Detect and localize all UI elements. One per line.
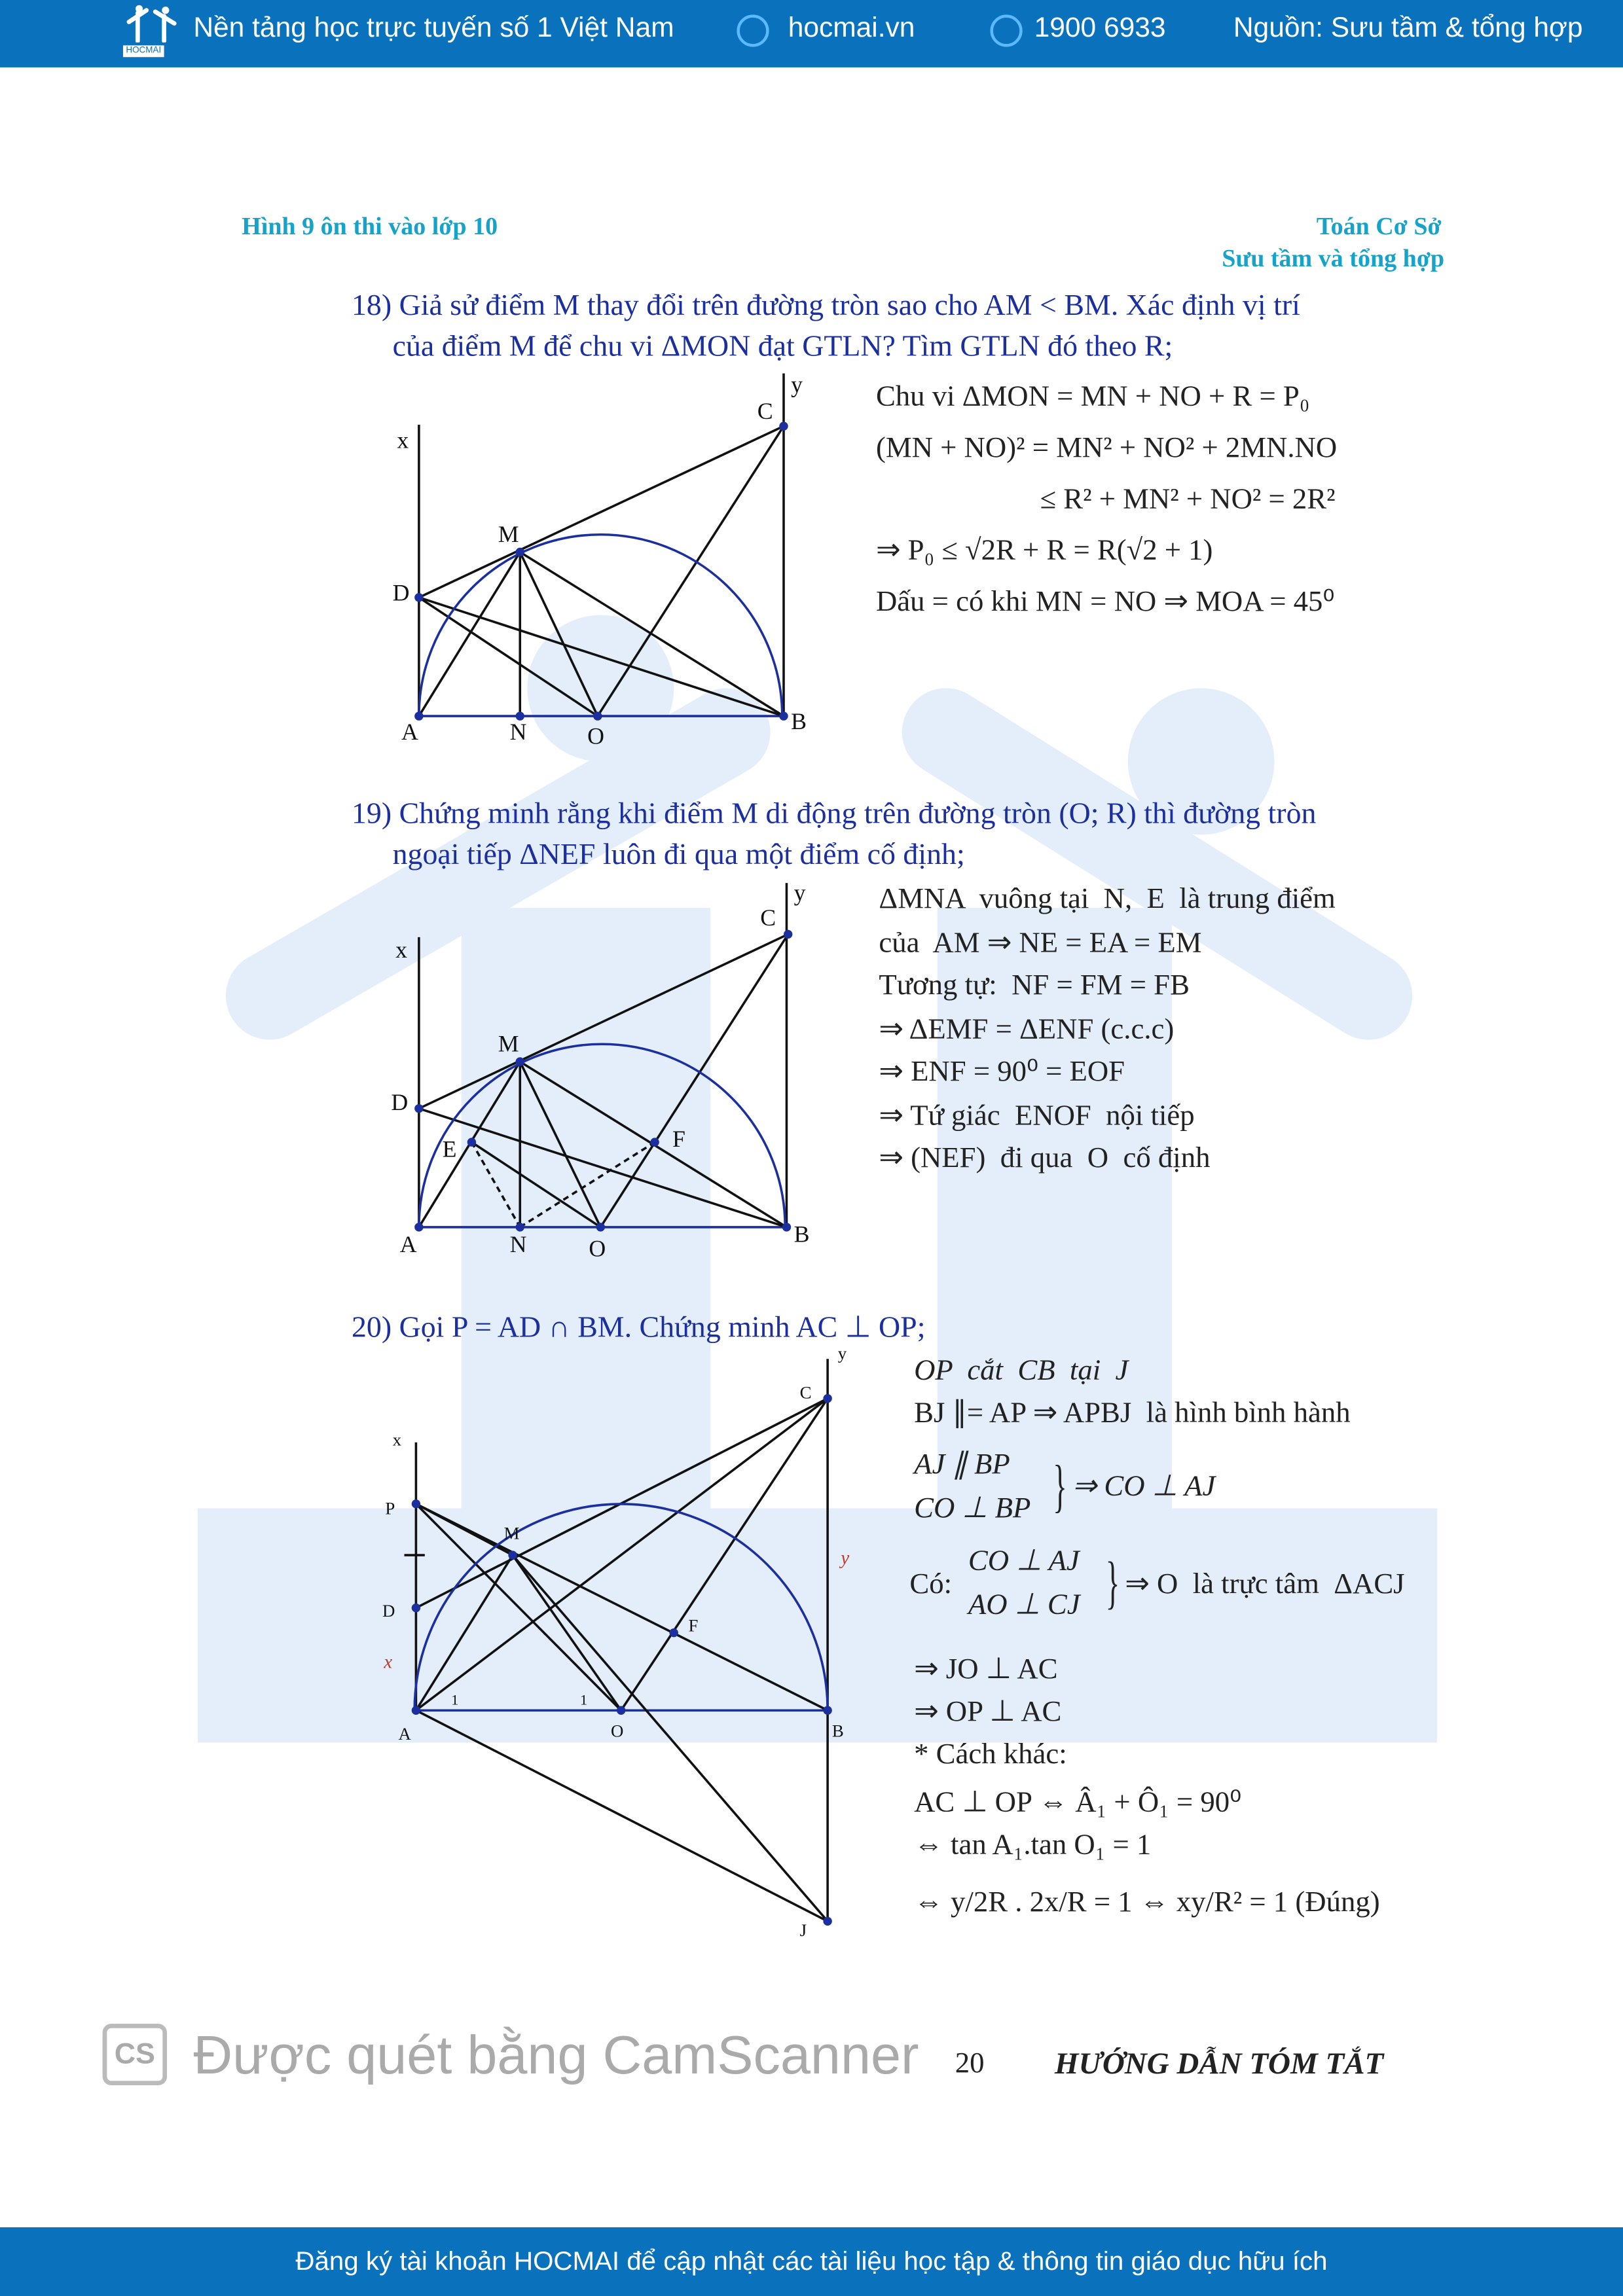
- label-m: M: [503, 1523, 520, 1543]
- website-link[interactable]: hocmai.vn: [788, 13, 915, 45]
- sol-line: ⇒ OP ⊥ AC: [914, 1695, 1062, 1729]
- sol-line: ≤ R² + MN² + NO² = 2R²: [1040, 483, 1336, 516]
- sol-line: ⇒ ENF = 90⁰ = EOF: [879, 1056, 1125, 1088]
- system-2: [909, 1541, 1405, 1638]
- label-e: E: [442, 1136, 457, 1162]
- label-x: x: [392, 1429, 402, 1450]
- sol-line: Tương tự: NF = FM = FB: [879, 969, 1190, 1002]
- q18-line1: 18) Giả sử điểm M thay đổi trên đường tròn sao cho AM < BM. Xác định vị trí: [351, 289, 1300, 323]
- sol-line: ⇒ O là trực tâm ΔACJ: [1125, 1568, 1405, 1601]
- camscanner-logo: CS: [103, 2024, 167, 2085]
- tagline: Nền tảng học trực tuyến số 1 Việt Nam: [193, 13, 674, 45]
- label-b: B: [831, 1721, 844, 1741]
- phone-number[interactable]: 1900 6933: [1034, 13, 1166, 45]
- label-a: A: [401, 718, 418, 745]
- label-x: x: [395, 937, 407, 963]
- label-c: C: [760, 905, 776, 931]
- label-m: M: [498, 520, 519, 547]
- q18-line2: của điểm M để chu vi ΔMON đạt GTLN? Tìm GTLN đó theo R;: [392, 331, 1173, 363]
- sol-line: OP cắt CB tại J: [914, 1354, 1129, 1387]
- label-o: O: [589, 1235, 606, 1262]
- hocmai-logo-text: HOCMAI: [123, 45, 164, 57]
- label-b: B: [791, 708, 807, 735]
- label-n: N: [509, 1230, 527, 1257]
- sol-line: ⇒ Tứ giác ENOF nội tiếp: [879, 1099, 1195, 1132]
- sol-line: AO ⊥ CJ: [968, 1588, 1080, 1621]
- sol-line: ⇒ ΔEMF = ΔENF (c.c.c): [879, 1013, 1175, 1045]
- page-number: 20: [955, 2047, 985, 2080]
- label-b: B: [793, 1221, 810, 1247]
- sol-line: CO ⊥ AJ: [968, 1545, 1080, 1577]
- angle-a1: 1: [451, 1691, 459, 1708]
- label-a: A: [398, 1723, 411, 1744]
- sol-line: của AM ⇒ NE = EA = EM: [879, 926, 1202, 959]
- label-d: D: [382, 1601, 395, 1621]
- sol-line: Có:: [909, 1568, 953, 1601]
- sol-line: ⇔ tan A₁.tan O₁ = 1: [914, 1829, 1152, 1861]
- label-y: y: [793, 879, 806, 906]
- label-f: F: [672, 1125, 685, 1152]
- label-a: A: [399, 1230, 417, 1257]
- doc-source: Sưu tầm và tổng hợp: [1222, 244, 1445, 273]
- label-x: x: [397, 427, 409, 454]
- sol-line: ⇔ y/2R . 2x/R = 1 ⇔ xy/R² = 1 (Đúng): [914, 1886, 1380, 1918]
- sol-line: AJ ∥ BP: [914, 1448, 1010, 1480]
- brace: }: [1053, 1452, 1067, 1519]
- sol-line: BJ ∥= AP ⇒ APBJ là hình bình hành: [914, 1397, 1351, 1429]
- source-text: Nguồn: Sưu tầm & tổng hợp: [1233, 13, 1583, 45]
- sol-line: Chu vi ΔMON = MN + NO + R = P₀: [875, 380, 1310, 413]
- label-j: J: [799, 1920, 807, 1940]
- label-x-length: x: [384, 1651, 393, 1673]
- sol-line: * Cách khác:: [914, 1738, 1067, 1770]
- sol-line: ⇒ JO ⊥ AC: [914, 1653, 1058, 1686]
- camscanner-watermark: Được quét bằng CamScanner: [193, 2025, 919, 2086]
- bottom-banner[interactable]: Đăng ký tài khoản HOCMAI để cập nhật các tài liệu học tập & thông tin giáo dục hữu ích: [0, 2227, 1623, 2296]
- doc-title: Hình 9 ôn thi vào lớp 10: [242, 212, 498, 240]
- sol-line: Dấu = có khi MN = NO ⇒ MOA = 45⁰: [875, 585, 1335, 619]
- summary-heading: HƯỚNG DẪN TÓM TẮT: [1054, 2045, 1384, 2081]
- label-y: y: [791, 371, 803, 398]
- sol-line: ⇒ P₀ ≤ √2R + R = R(√2 + 1): [875, 534, 1213, 567]
- label-d: D: [392, 579, 410, 606]
- q20-line1: 20) Gọi P = AD ∩ BM. Chứng minh AC ⊥ OP;: [351, 1312, 926, 1344]
- label-y-length: y: [841, 1547, 850, 1569]
- sol-line: ⇒ CO ⊥ AJ: [1072, 1470, 1216, 1503]
- label-c: C: [757, 397, 773, 424]
- doc-subject: Toán Cơ Sở: [1316, 212, 1442, 240]
- sol-line: ΔMNA vuông tại N, E là trung điểm: [879, 883, 1336, 916]
- label-o: O: [587, 723, 605, 749]
- sol-line: CO ⊥ BP: [914, 1492, 1031, 1525]
- label-y: y: [837, 1343, 847, 1363]
- angle-o1: 1: [579, 1691, 588, 1708]
- label-p: P: [385, 1498, 395, 1518]
- q19-line2: ngoại tiếp ΔNEF luôn đi qua một điểm cố định;: [392, 839, 965, 872]
- brace: }: [1105, 1549, 1120, 1615]
- label-n: N: [509, 718, 527, 745]
- sol-line: AC ⊥ OP ⇔ Â₁ + Ô₁ = 90⁰: [914, 1786, 1242, 1819]
- system-1: [914, 1444, 1380, 1541]
- sol-line: ⇒ (NEF) đi qua O cố định: [879, 1142, 1211, 1175]
- q19-line1: 19) Chứng minh rằng khi điểm M di động trên đường tròn (O; R) thì đường tròn: [351, 798, 1317, 831]
- label-c: C: [799, 1382, 812, 1403]
- label-d: D: [391, 1088, 409, 1115]
- label-f: F: [688, 1615, 699, 1636]
- label-o: O: [610, 1721, 624, 1741]
- sol-line: (MN + NO)² = MN² + NO² + 2MN.NO: [875, 432, 1338, 465]
- label-m: M: [498, 1030, 519, 1057]
- q20-solution: [909, 1350, 1405, 1924]
